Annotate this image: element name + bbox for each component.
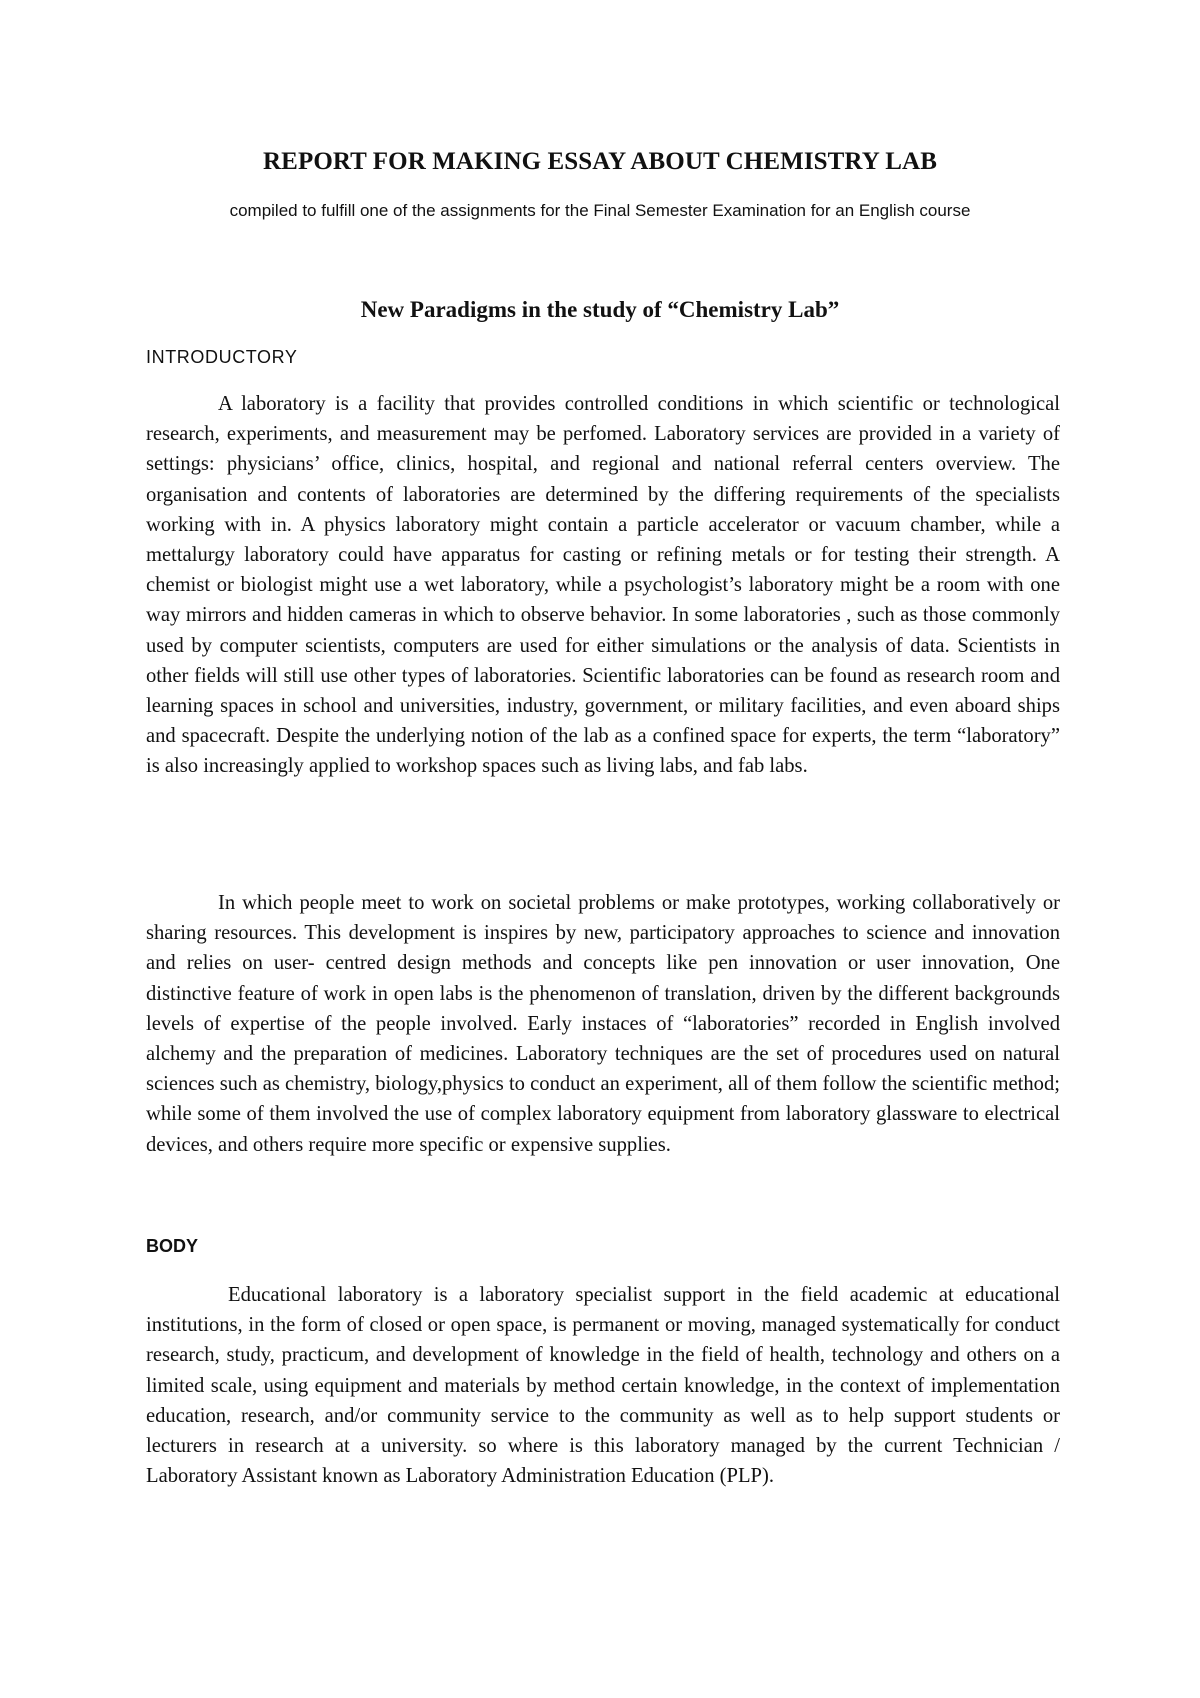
essay-title: New Paradigms in the study of “Chemistry Lab” bbox=[360, 297, 840, 322]
introductory-paragraph-1: A laboratory is a facility that provides controlled conditions in which scientific or technological research, experiments, and measurement may be perfomed. Laboratory services are provided in a variety of settings: physicians’ office, clinics, hospital, and regional and national referral centers overview. The organisation and contents of laboratories are determined by the differing requirements of the specialists working with in. A physics laboratory might contain a particle accelerator or vacuum chamber, while a mettalurgy laboratory could have apparatus for casting or refining metals or for testing their strength. A chemist or biologist might use a wet laboratory, while a psychologist’s laboratory might be a room with one way mirrors and hidden cameras in which to observe behavior. In some laboratories , such as those commonly used by computer scientists, computers are used for either simulations or the analysis of data. Scientists in other fields will still use other types of laboratories. Scientific laboratories can be found as research room and learning spaces in school and universities, industry, government, or military facilities, and even aboard ships and spacecraft. Despite the underlying notion of the lab as a confined space for experts, the term “laboratory” is also increasingly applied to workshop spaces such as living labs, and fab labs. bbox=[146, 393, 1060, 778]
body-paragraph-1: Educational laboratory is a laboratory specialist support in the field academic at educational institutions, in the form of closed or open space, is permanent or moving, managed systematically for conduct research, study, practicum, and development of knowledge in the field of health, technology and others on a limited scale, using equipment and materials by method certain knowledge, in the context of implementation education, research, and/or community service to the community as well as to help support students or lecturers in research at a university. so where is this laboratory managed by the current Technician / Laboratory Assistant known as Laboratory Administration Education (PLP). bbox=[146, 1284, 1060, 1488]
introductory-paragraph-2: In which people meet to work on societal problems or make prototypes, working collaboratively or sharing resources. This development is inspires by new, participatory approaches to science and innovation and relies on user- centred design methods and concepts like pen innovation or user innovation, One distinctive feature of work in open labs is the phenomenon of translation, driven by the different backgrounds levels of expertise of the people involved. Early instaces of “laboratories” recorded in English involved alchemy and the preparation of medicines. Laboratory techniques are the set of procedures used on natural sciences such as chemistry, biology,physics to conduct an experiment, all of them follow the scientific method; while some of them involved the use of complex laboratory equipment from laboratory glassware to electrical devices, and others require more specific or expensive supplies. bbox=[146, 892, 1060, 1156]
body-heading: BODY bbox=[146, 1236, 199, 1256]
report-subtitle: compiled to fulfill one of the assignments for the Final Semester Examination for an English course bbox=[229, 201, 971, 220]
report-title: REPORT FOR MAKING ESSAY ABOUT CHEMISTRY LAB bbox=[263, 148, 937, 175]
introductory-heading: INTRODUCTORY bbox=[146, 347, 298, 367]
